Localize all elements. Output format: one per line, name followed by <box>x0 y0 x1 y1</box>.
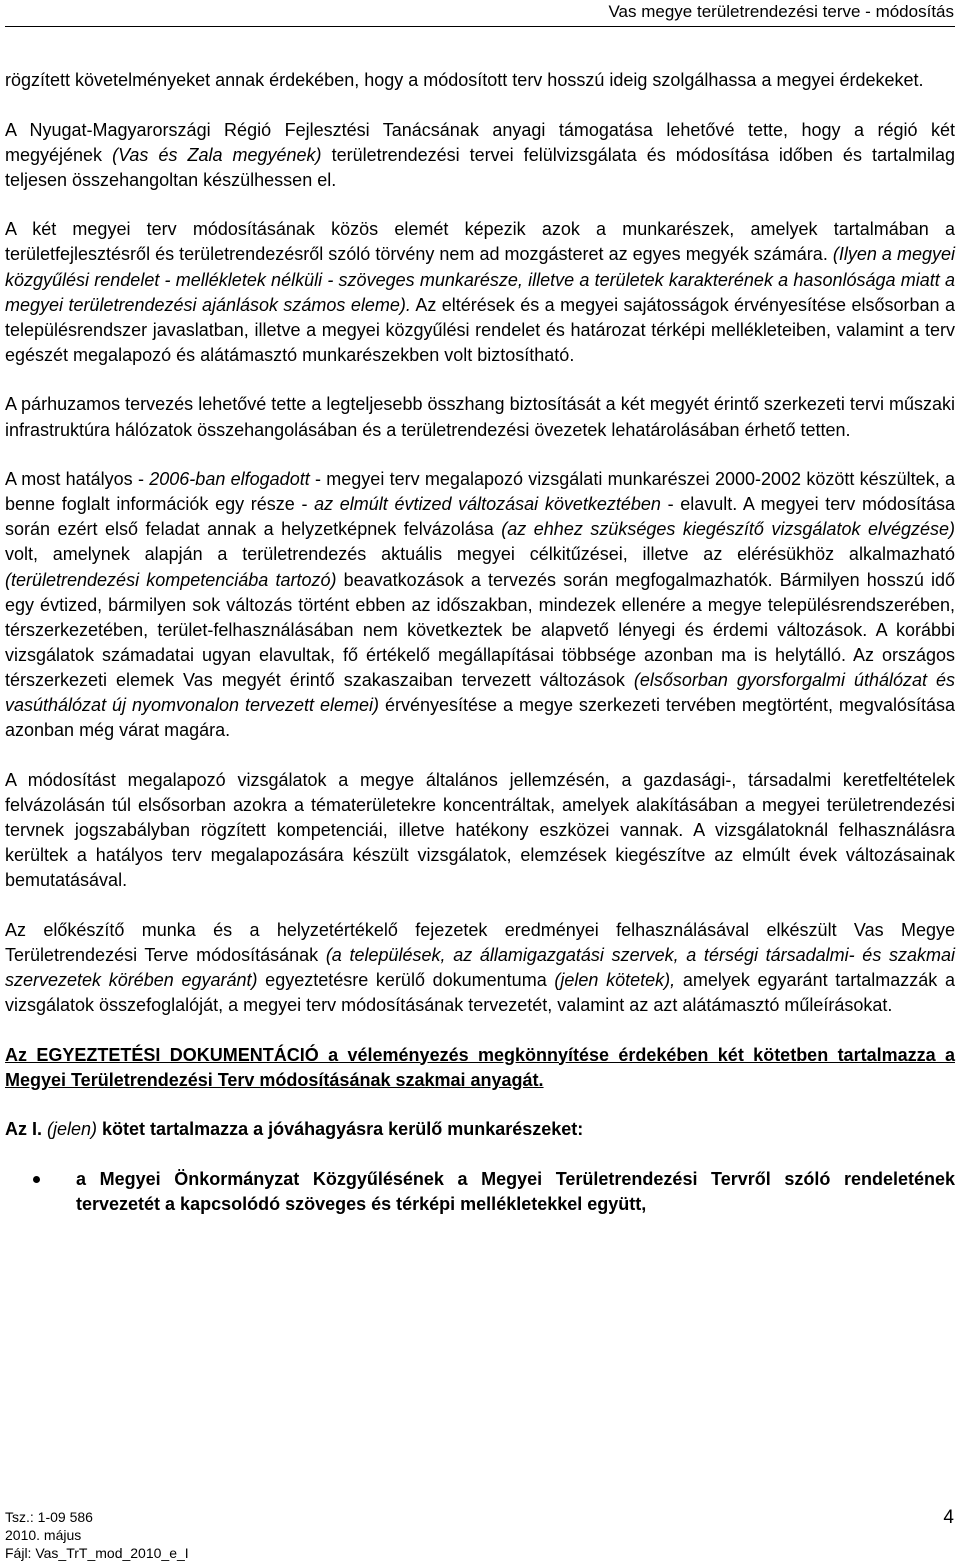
paragraph-4: A párhuzamos tervezés lehetővé tette a legteljesebb összhang biztosítását a két megyét érintő szerkezeti tervi műszaki infrastruktúra hálózatok összehangolásában és a területrendezési övezetek lehatárolásában érhető tetten. <box>5 394 955 440</box>
bullet-icon <box>33 1176 40 1183</box>
paragraph-3: A két megyei terv módosításának közös elemét képezik azok a munkarészek, amelyek tartalmában a területfejlesztésről és területrendezésről szóló törvény nem ad mozgásteret az egyes megyék számára. (Ilyen a megyei közgyűlési rendelet - mellékletek nélküli - szöveges munkarésze, illetve a területek karakterének a hasonlósága miatt a megyei területrendezési ajánlások számos eleme). Az eltérések és a megyei sajátosságok érvényesítése elsősorban a településrendszer javaslatban, illetve a megyei közgyűlési rendelet és határozat térképi mellékleteiben, valamint a terv egészét megalapozó és alátámasztó munkarészekben volt biztosítható. <box>5 219 955 365</box>
footer-date: 2010. május <box>5 1527 82 1543</box>
document-body <box>5 68 955 1217</box>
header-divider <box>5 26 955 27</box>
contents-bullet-list <box>5 1167 955 1217</box>
paragraph-2: A Nyugat-Magyarországi Régió Fejlesztési Tanácsának anyagi támogatása lehetővé tette, hogy a régió két megyéjének (Vas és Zala megyének) területrendezési tervei felülvizsgálata és módosítása időben és tartalmilag teljesen összehangoltan készülhessen el. <box>5 119 955 190</box>
list-item: a Megyei Önkormányzat Közgyűlésének a Megyei Területrendezési Tervről szóló rendeletének tervezetét a kapcsolódó szöveges és térképi mellékletekkel együtt, <box>5 1167 955 1217</box>
paragraph-7: Az előkészítő munka és a helyzetértékelő fejezetek eredményei felhasználásával elkészült Vas Megye Területrendezési Terve módosításának (a települések, az államigazgatási szervek, a térségi társadalmi- és szakmai szervezetek körében egyaránt) egyeztetésre kerülő dokumentuma (jelen kötetek), amelyek egyaránt tartalmazzák a vizsgálatok összefoglalóját, a megyei terv módosításának tervezetét, valamint az azt alátámasztó műleírásokat. <box>5 919 955 1015</box>
header-title: Vas megye területrendezési terve - módosítás <box>608 2 954 21</box>
page-footer <box>5 1508 189 1562</box>
page-number: 4 <box>943 1507 954 1528</box>
paragraph-6: A módosítást megalapozó vizsgálatok a megye általános jellemzésén, a gazdasági-, társadalmi keretfeltételek felvázolásán túl elsősorban azokra a tématerületekre koncentráltak, amelyek alakításában a megyei területrendezési tervnek jogszabályban rögzített kompetenciái, illetve hatékony eszközei vannak. A vizsgálatoknál felhasználásra kerültek a hatályos terv megalapozására készült vizsgálatok, elemzések kiegészítve az elmúlt évek változásainak bemutatásával. <box>5 769 955 891</box>
paragraph-9-volume-intro: Az I. (jelen) kötet tartalmazza a jóváhagyásra kerülő munkarészeket: <box>5 1119 584 1140</box>
paragraph-1: rögzített követelményeket annak érdekében, hogy a módosított terv hosszú ideig szolgálhassa a megyei érdekeket. <box>5 70 924 90</box>
paragraph-8-emphasis: Az EGYEZTETÉSI DOKUMENTÁCIÓ a véleményezés megkönnyítése érdekében két kötetben tartalmazza a Megyei Területrendezési Terv módosításának szakmai anyagát. <box>5 1044 955 1090</box>
footer-reference: Tsz.: 1-09 586 <box>5 1509 93 1525</box>
footer-filename: Fájl: Vas_TrT_mod_2010_e_I <box>5 1545 189 1561</box>
paragraph-5: A most hatályos - 2006-ban elfogadott - megyei terv megalapozó vizsgálati munkarészei 2000-2002 között készültek, a benne foglalt információk egy része - az elmúlt évtized változásai következtében - elavult. A megyei terv módosítása során ezért első feladat annak a helyzetképnek felvázolása (az ehhez szükséges kiegészítő vizsgálatok elvégzése) volt, amelynek alapján a területrendezés aktuális megyei célkitűzései, illetve az elérésükhöz alkalmazható (területrendezési kompetenciába tartozó) beavatkozások a tervezés során megfogalmazhatók. Bármilyen hosszú idő egy évtized, bármilyen sok változás történt ebben az időszakban, mindezek ellenére a megye településrendszerében, térszerkezetében, terület-felhasználásában nem következtek be alapvető lényegi és érdemi változások. A korábbi vizsgálatok számadatai ugyan elavultak, fő értékelő megállapításai többsége azonban ma is helytálló. Az országos térszerkezeti elemek Vas megyét érintő szakaszaiban tervezett változások (elsősorban gyorsforgalmi úthálózat és vasúthálózat új nyomvonalon tervezett elemei) érvényesítése a megye szerkezeti tervében megtörtént, megvalósítása azonban még várat magára. <box>5 469 956 741</box>
